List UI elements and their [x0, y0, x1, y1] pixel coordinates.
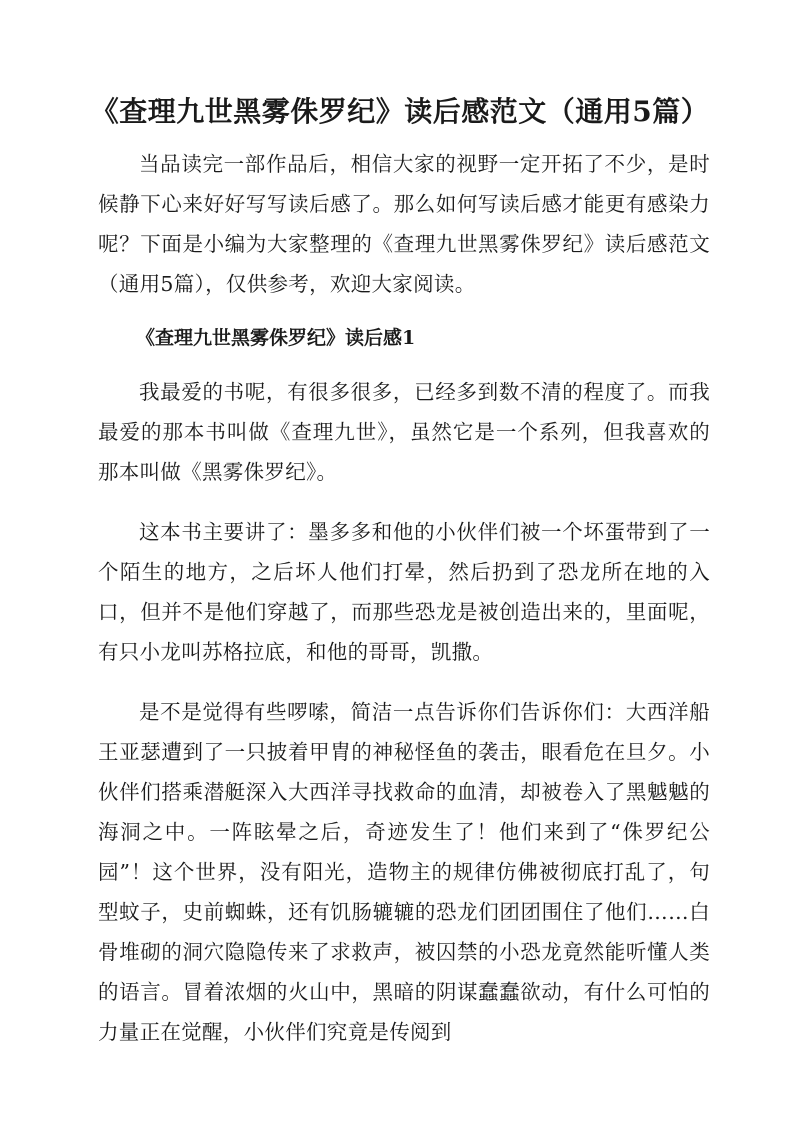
- intro-paragraph: 当品读完一部作品后，相信大家的视野一定开拓了不少，是时候静下心来好好写写读后感了。那么如何写读后感才能更有感染力呢？下面是小编为大家整理的《查理九世黑雾侏罗纪》读后感范文（通用5篇），仅供参考，欢迎大家阅读。: [98, 152, 710, 296]
- section-heading-1: 《查理九世黑雾侏罗纪》读后感1: [136, 327, 416, 349]
- document-title: 《查理九世黑雾侏罗纪》读后感范文（通用5篇）: [90, 95, 710, 128]
- body-paragraph: 我最爱的书呢，有很多很多，已经多到数不清的程度了。而我最爱的那本书叫做《查理九世》，虽然它是一个系列，但我喜欢的那本叫做《黑雾侏罗纪》。: [98, 380, 710, 484]
- body-paragraph: 是不是觉得有些啰嗦，简洁一点告诉你们告诉你们：大西洋船王亚瑟遭到了一只披着甲胄的神秘怪鱼的袭击，眼看危在旦夕。小伙伴们搭乘潜艇深入大西洋寻找救命的血清，却被卷入了黑魆魆的海洞之中。一阵眩晕之后，奇迹发生了！他们来到了“侏罗纪公园”！这个世界，没有阳光，造物主的规律仿佛被彻底打乱了，句型蚊子，史前蜘蛛，还有饥肠辘辘的恐龙们团团围住了他们……白骨堆砌的洞穴隐隐传来了求救声，被囚禁的小恐龙竟然能听懂人类的语言。冒着浓烟的火山中，黑暗的阴谋蠢蠢欲动，有什么可怕的力量正在觉醒，小伙伴们究竟是传阅到: [98, 700, 710, 1044]
- body-paragraph: 这本书主要讲了：墨多多和他的小伙伴们被一个坏蛋带到了一个陌生的地方，之后坏人他们打晕，然后扔到了恐龙所在地的入口，但并不是他们穿越了，而那些恐龙是被创造出来的，里面呢，有只小龙叫苏格拉底，和他的哥哥，凯撒。: [98, 520, 710, 664]
